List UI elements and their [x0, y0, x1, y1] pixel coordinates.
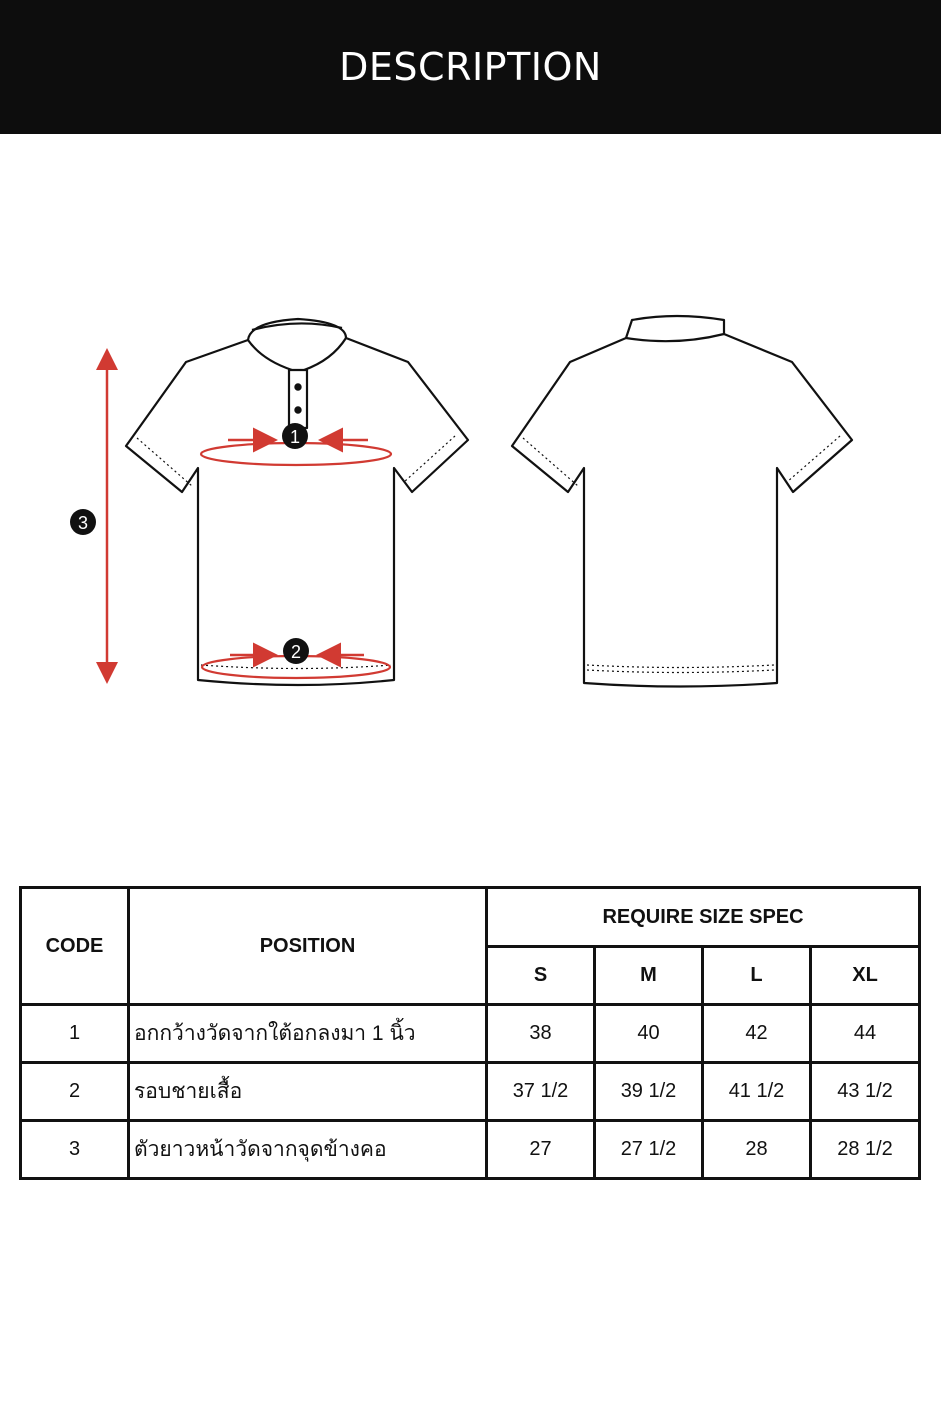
row-value-xl: 44: [811, 1005, 920, 1063]
row-value-s: 38: [487, 1005, 595, 1063]
table-row: [21, 1063, 920, 1121]
header-code: CODE: [21, 888, 129, 1005]
size-spec-table: [19, 886, 921, 1180]
row-value-xl: 43 1/2: [811, 1063, 920, 1121]
page-title: DESCRIPTION: [339, 45, 602, 89]
front-shirt: [126, 319, 468, 685]
row-position: อกกว้างวัดจากใต้อกลงมา 1 นิ้ว: [129, 1005, 487, 1063]
row-value-l: 28: [703, 1121, 811, 1179]
row-value-l: 41 1/2: [703, 1063, 811, 1121]
svg-text:2: 2: [290, 642, 302, 662]
back-shirt: [512, 316, 852, 687]
marker-3: [70, 509, 96, 535]
svg-text:1: 1: [289, 427, 301, 447]
row-value-m: 27 1/2: [595, 1121, 703, 1179]
header-size-s: S: [487, 947, 595, 1005]
row-value-xl: 28 1/2: [811, 1121, 920, 1179]
row-value-m: 39 1/2: [595, 1063, 703, 1121]
row-code: 1: [21, 1005, 129, 1063]
header-size-xl: XL: [811, 947, 920, 1005]
row-position: รอบชายเสื้อ: [129, 1063, 487, 1121]
row-value-s: 37 1/2: [487, 1063, 595, 1121]
row-position: ตัวยาวหน้าวัดจากจุดข้างคอ: [129, 1121, 487, 1179]
length-measure: [96, 348, 118, 684]
table-row: [21, 1121, 920, 1179]
header-size-l: L: [703, 947, 811, 1005]
table-row: [21, 1005, 920, 1063]
header-size-m: M: [595, 947, 703, 1005]
row-code: 2: [21, 1063, 129, 1121]
shirt-diagram: [0, 300, 941, 700]
header-spec: REQUIRE SIZE SPEC: [487, 888, 920, 947]
row-value-s: 27: [487, 1121, 595, 1179]
marker-1: [282, 423, 308, 449]
header-position: POSITION: [129, 888, 487, 1005]
svg-text:3: 3: [77, 513, 89, 533]
header-bar: [0, 0, 941, 134]
row-value-m: 40: [595, 1005, 703, 1063]
marker-2: [283, 638, 309, 664]
row-code: 3: [21, 1121, 129, 1179]
row-value-l: 42: [703, 1005, 811, 1063]
